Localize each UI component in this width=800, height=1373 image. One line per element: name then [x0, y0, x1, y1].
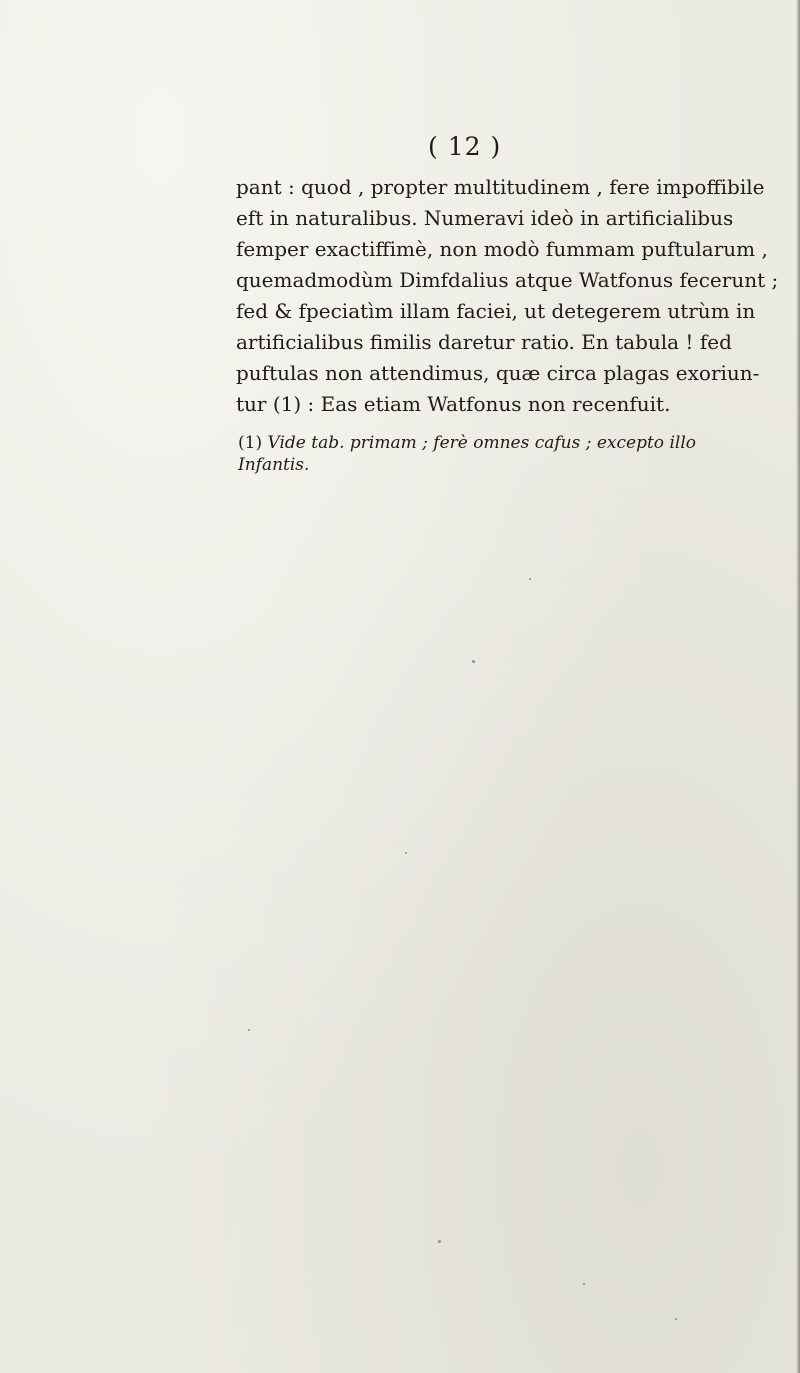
body-paragraph — [236, 172, 796, 420]
page-number: ( 12 ) — [428, 132, 502, 161]
body-line: tur (1) : Eas etiam Watfonus non recenfuit. — [236, 392, 671, 416]
footnote — [238, 432, 798, 476]
footnote-line: Infantis. — [238, 455, 310, 475]
body-line: quemadmodùm Dimfdalius atque Watfonus fecerunt ; — [236, 268, 779, 292]
body-line: femper exactiffimè, non modò fummam puftularum , — [236, 237, 768, 261]
body-line: eft in naturalibus. Numeravi ideò in artificialibus — [236, 206, 734, 230]
body-line: artificialibus fimilis daretur ratio. En tabula ! fed — [236, 330, 732, 354]
body-line: pant : quod , propter multitudinem , fere impoffibile — [236, 175, 765, 199]
footnote-mark: (1) — [238, 433, 263, 453]
footnote-line — [238, 432, 798, 454]
body-line: puftulas non attendimus, quæ circa plagas exoriun- — [236, 361, 760, 385]
body-line: fed & fpeciatìm illam faciei, ut detegerem utrùm in — [236, 299, 756, 323]
footnote-text: Vide tab. primam ; ferè omnes cafus ; excepto illo — [267, 433, 696, 453]
page-edge-shadow — [796, 0, 800, 1373]
